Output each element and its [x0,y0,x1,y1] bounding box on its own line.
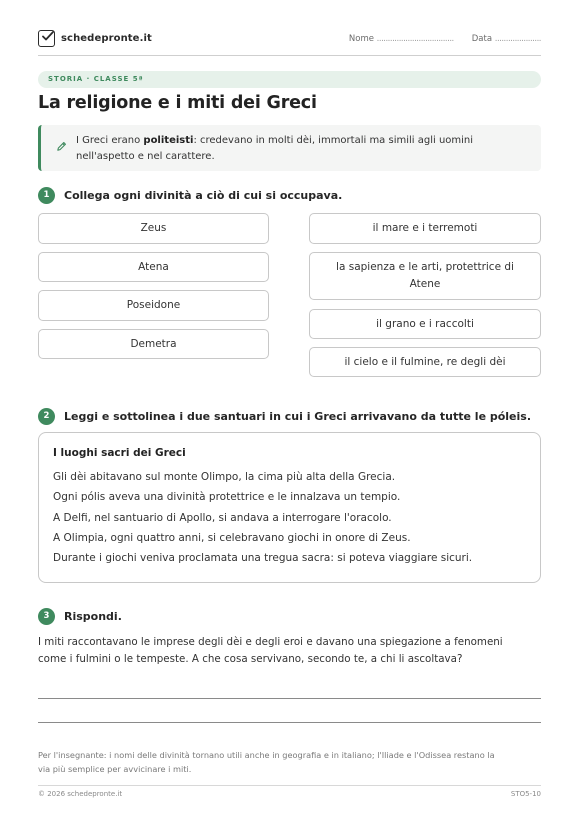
domain-card-grain[interactable]: il grano e i raccolti [309,309,541,339]
domain-card-sky[interactable]: il cielo e il fulmine, re degli dèi [309,347,541,377]
intro-callout [38,125,541,171]
answer-line-1[interactable] [38,698,541,699]
reading-title: I luoghi sacri dei Greci [53,447,186,459]
date-label: Data [471,34,493,44]
question-2 [38,408,531,425]
callout-before: I Greci erano [76,135,144,146]
teacher-note-line-2: via più semplice per avvicinare i miti. [38,763,192,774]
page-header [38,30,541,56]
question-3-prompt [38,634,541,667]
question-number-badge: 3 [38,608,55,625]
question-1-text: Collega ogni divinità a ciò di cui si occupava. [64,189,343,202]
teacher-note-line-1: Per l'insegnante: i nomi delle divinità tornano utili anche in geografia e in italiano; l'Iliade e l'Odissea restano la [38,750,495,760]
name-field[interactable] [349,34,454,44]
page-footer [38,790,541,798]
checkbox-check-icon [38,30,55,47]
reading-box [38,432,541,583]
reading-line[interactable]: Gli dèi abitavano sul monte Olimpo, la cima più alta della Grecia. [53,471,396,483]
pencil-icon [56,137,67,156]
date-dots: ..................... [494,34,541,44]
footer-copyright: © 2026 schedepronte.it [38,790,123,798]
answer-line-2[interactable] [38,722,541,723]
name-date-fields [349,34,541,44]
logo [38,30,152,47]
subject-tag: STORIA · CLASSE 5ª [38,71,541,88]
reading-line[interactable]: Ogni pólis aveva una divinità protettrice e le innalzava un tempio. [53,491,401,504]
name-dots: ................................... [376,34,454,44]
logo-text: schedepronte.it [61,33,152,44]
callout-bold-term: politeisti [143,135,194,146]
deity-card-demetra[interactable]: Demetra [38,329,269,359]
footer-code: STO5-10 [510,790,541,798]
prompt-line-1: I miti raccontavano le imprese degli dèi e degli eroi e davano una spiegazione a fenomeni [38,636,503,648]
deity-card-poseidone[interactable]: Poseidone [38,290,269,321]
reading-line[interactable]: Durante i giochi veniva proclamata una tregua sacra: si poteva viaggiare sicuri. [53,552,473,565]
question-2-text: Leggi e sottolinea i due santuari in cui i Greci arrivavano da tutte le póleis. [64,410,532,423]
deity-card-atena[interactable]: Atena [38,252,269,282]
question-number-badge: 2 [38,408,55,425]
callout-after: : credevano in molti dèi, immortali ma simili agli uomini [193,135,474,146]
name-label: Nome [348,34,374,44]
domain-card-wisdom[interactable]: la sapienza e le arti, protettrice di Atene [309,252,541,300]
domain-card-sea[interactable]: il mare e i terremoti [309,213,541,244]
prompt-line-2: come i fulmini o le tempeste. A che cosa servivano, secondo te, a chi li ascoltava? [38,652,463,665]
reading-line[interactable]: A Olimpia, ogni quattro anni, si celebravano giochi in onore di Zeus. [53,531,411,544]
teacher-note [38,749,541,776]
callout-line2: nell'aspetto e nel carattere. [76,150,215,162]
question-number-badge: 1 [38,187,55,204]
reading-line[interactable]: A Delfi, nel santuario di Apollo, si andava a interrogare l'oracolo. [53,511,392,524]
question-1 [38,187,342,204]
page-title: La religione e i miti dei Greci [38,93,317,113]
callout-text [76,133,521,164]
deity-card-zeus[interactable]: Zeus [38,213,269,244]
date-field[interactable] [472,34,541,44]
question-3 [38,608,122,625]
footer-divider [38,785,541,786]
question-3-text: Rispondi. [64,610,122,623]
